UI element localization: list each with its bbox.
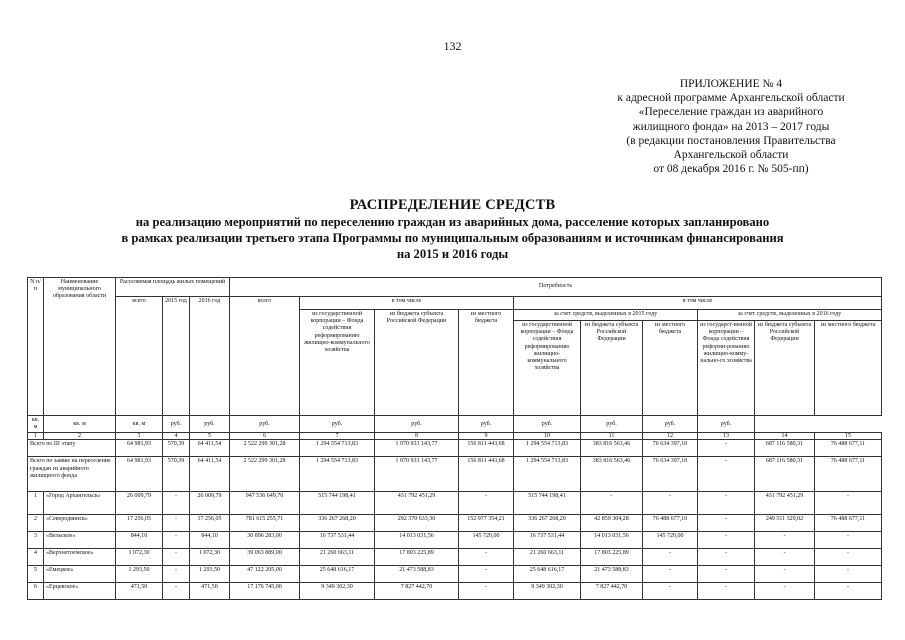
table-cell: 7 827 442,70 bbox=[581, 583, 643, 600]
table-row bbox=[28, 457, 882, 492]
table-cell: - bbox=[755, 549, 815, 566]
table-cell: 1 294 554 713,83 bbox=[514, 440, 581, 457]
header-area-group: Расселяемая площадь жилых помещений bbox=[116, 278, 230, 297]
table-cell: 844,10 bbox=[116, 532, 163, 549]
header-fund-2016: из государст-венной корпорации – Фонда содействия реформи-рованию жилищно-комму-нально-го хозяйства bbox=[698, 321, 755, 416]
annex-line: (в редакции постановления Правительства bbox=[626, 134, 836, 147]
table-cell: - bbox=[459, 583, 514, 600]
table-cell: 1 294 554 713,83 bbox=[514, 457, 581, 492]
table-cell: 14 013 031,56 bbox=[375, 532, 459, 549]
table-cell: 383 816 563,46 bbox=[581, 457, 643, 492]
title-main: РАСПРЕДЕЛЕНИЕ СРЕДСТВ bbox=[349, 197, 556, 213]
table-cell: 30 896 283,00 bbox=[230, 532, 300, 549]
table-cell: - bbox=[815, 583, 882, 600]
funding-table bbox=[27, 277, 882, 600]
table-row bbox=[28, 515, 882, 532]
table-cell: 76 488 677,11 bbox=[815, 440, 882, 457]
header-fund: из государственной корпорации – Фонда содействия реформированию жилищно-коммунального хозяйства bbox=[300, 310, 375, 416]
table-cell: «Северодвинск» bbox=[44, 515, 116, 532]
table-cell: 3 bbox=[28, 532, 44, 549]
table-cell: 47 122 205,00 bbox=[230, 566, 300, 583]
header-area-2015: 2015 год bbox=[163, 297, 190, 416]
column-number-cell: 1 bbox=[28, 433, 44, 440]
table-cell: 515 744 198,41 bbox=[300, 492, 375, 515]
table-cell: Всего по заявке на переселение граждан из аварийного жилищного фонда bbox=[28, 457, 116, 492]
annex-line: «Переселение граждан из аварийного bbox=[638, 106, 824, 119]
table-row bbox=[28, 492, 882, 515]
table-cell: 17 256,05 bbox=[116, 515, 163, 532]
unit-cell: руб. bbox=[514, 416, 581, 433]
header-area-total: всего bbox=[116, 297, 163, 416]
table-cell: 64 411,54 bbox=[190, 457, 230, 492]
table-cell: - bbox=[459, 549, 514, 566]
table-cell: - bbox=[698, 583, 755, 600]
table-cell: - bbox=[815, 549, 882, 566]
table-cell: 64 981,93 bbox=[116, 440, 163, 457]
table-cell: 9 349 302,30 bbox=[300, 583, 375, 600]
table-cell: 471,50 bbox=[116, 583, 163, 600]
title-sub-line: в рамках реализации третьего этапа Программы по муниципальным образованиям и источникам финансирования bbox=[121, 231, 784, 245]
column-number-cell: 7 bbox=[300, 433, 375, 440]
annex-line: к адресной программе Архангельской области bbox=[617, 92, 845, 105]
header-region: из бюджета субъекта Российской Федерации bbox=[375, 310, 459, 416]
title-sub-line: на 2015 и 2016 годы bbox=[396, 247, 509, 261]
table-cell: - bbox=[698, 549, 755, 566]
table-cell: 21 260 663,11 bbox=[300, 549, 375, 566]
table-cell: 17 803 225,89 bbox=[375, 549, 459, 566]
table-cell: - bbox=[643, 566, 698, 583]
table-cell: 76 488 677,11 bbox=[815, 457, 882, 492]
table-cell: - bbox=[815, 492, 882, 515]
table-cell: 471,50 bbox=[190, 583, 230, 600]
unit-cell: руб. bbox=[643, 416, 698, 433]
table-row bbox=[28, 532, 882, 549]
column-number-cell: 13 bbox=[698, 433, 755, 440]
unit-cell: руб. bbox=[698, 416, 755, 433]
table-cell: 26 009,79 bbox=[190, 492, 230, 515]
table-row bbox=[28, 549, 882, 566]
table-cell: 76 634 397,10 bbox=[643, 440, 698, 457]
table-cell: Всего по III этапу bbox=[28, 440, 116, 457]
column-number-cell: 14 bbox=[755, 433, 815, 440]
table-row bbox=[28, 440, 882, 457]
table-cell: 336 267 268,20 bbox=[514, 515, 581, 532]
unit-cell: кв. м bbox=[28, 416, 44, 433]
table-cell: 1 070 933 143,77 bbox=[375, 440, 459, 457]
unit-cell: руб. bbox=[163, 416, 190, 433]
unit-cell: руб. bbox=[459, 416, 514, 433]
table-cell: - bbox=[698, 532, 755, 549]
table-cell: 947 536 649,70 bbox=[230, 492, 300, 515]
unit-cell: руб. bbox=[190, 416, 230, 433]
table-cell: 17 256,05 bbox=[190, 515, 230, 532]
table-cell: 1 072,30 bbox=[190, 549, 230, 566]
header-local-2015: из местного бюджета bbox=[643, 321, 698, 416]
table-cell: 152 977 354,21 bbox=[459, 515, 514, 532]
document-title bbox=[0, 196, 905, 262]
table-cell: - bbox=[459, 566, 514, 583]
table-cell: - bbox=[643, 492, 698, 515]
table-row bbox=[28, 583, 882, 600]
table-cell: 25 648 616,17 bbox=[300, 566, 375, 583]
column-number-cell: 8 bbox=[375, 433, 459, 440]
table-cell: 1 293,50 bbox=[190, 566, 230, 583]
table-cell: - bbox=[755, 566, 815, 583]
header-y2015: за счет средств, выделенных в 2015 году bbox=[514, 310, 698, 321]
table-cell: - bbox=[643, 583, 698, 600]
table-cell: 39 063 889,00 bbox=[230, 549, 300, 566]
annex-line: Архангельской области bbox=[673, 149, 789, 162]
table-cell: 4 bbox=[28, 549, 44, 566]
header-local: из местного бюджета bbox=[459, 310, 514, 416]
column-number-cell: 6 bbox=[230, 433, 300, 440]
table-cell: 17 176 745,00 bbox=[230, 583, 300, 600]
table-cell: 2 bbox=[28, 515, 44, 532]
table-cell: «Верхнетоемское» bbox=[44, 549, 116, 566]
table-cell: - bbox=[815, 532, 882, 549]
table-cell: - bbox=[698, 440, 755, 457]
table-cell: 76 488 677,10 bbox=[643, 515, 698, 532]
table-cell: 2 522 299 301,28 bbox=[230, 440, 300, 457]
column-number-cell: 4 bbox=[163, 433, 190, 440]
table-cell: 2 522 299 301,28 bbox=[230, 457, 300, 492]
header-area-2016: 2016 год bbox=[190, 297, 230, 416]
table-cell: - bbox=[163, 566, 190, 583]
table-cell: - bbox=[755, 583, 815, 600]
units-row bbox=[28, 416, 882, 433]
header-incl: в том числе bbox=[300, 297, 514, 310]
table-cell: - bbox=[163, 549, 190, 566]
table-cell: 292 370 633,30 bbox=[375, 515, 459, 532]
table-cell: 570,39 bbox=[163, 457, 190, 492]
table-cell: 21 260 663,11 bbox=[514, 549, 581, 566]
table-cell: 76 488 677,11 bbox=[815, 515, 882, 532]
table-cell: 156 811 443,68 bbox=[459, 457, 514, 492]
table-cell: - bbox=[459, 492, 514, 515]
unit-cell: руб. bbox=[230, 416, 300, 433]
table-cell: 42 859 304,28 bbox=[581, 515, 643, 532]
unit-cell: руб. bbox=[581, 416, 643, 433]
header-local-2016: из местного бюджета bbox=[815, 321, 882, 416]
table-cell: - bbox=[698, 515, 755, 532]
table-cell: 145 720,00 bbox=[459, 532, 514, 549]
header-y2016: за счет средств, выделенных в 2016 году bbox=[698, 310, 882, 321]
table-cell: 6 bbox=[28, 583, 44, 600]
table-cell: «Емецкое» bbox=[44, 566, 116, 583]
column-number-cell: 3 bbox=[116, 433, 163, 440]
unit-cell: кв. м bbox=[44, 416, 116, 433]
header-municipality: Наименование муниципального образования области bbox=[44, 278, 116, 416]
column-number-cell: 2 bbox=[44, 433, 116, 440]
table-cell: 1 294 554 713,83 bbox=[300, 457, 375, 492]
table-cell: 64 411,54 bbox=[190, 440, 230, 457]
annex-block bbox=[590, 77, 872, 176]
unit-cell: руб. bbox=[300, 416, 375, 433]
table-cell: 687 116 580,31 bbox=[755, 457, 815, 492]
table-cell: 383 816 563,46 bbox=[581, 440, 643, 457]
table-cell: 76 634 397,10 bbox=[643, 457, 698, 492]
column-numbers-row bbox=[28, 433, 882, 440]
table-cell: «Ерцевское» bbox=[44, 583, 116, 600]
table-cell: 21 473 588,83 bbox=[581, 566, 643, 583]
table-cell: 9 349 302,30 bbox=[514, 583, 581, 600]
table-cell: 145 720,00 bbox=[643, 532, 698, 549]
table-cell: 431 792 451,29 bbox=[375, 492, 459, 515]
table-cell: 249 511 329,02 bbox=[755, 515, 815, 532]
table-cell: 1 293,50 bbox=[116, 566, 163, 583]
header-need-total: всего bbox=[230, 297, 300, 416]
header-fund-2015: из государственной корпорации – Фонда содействия реформированию жилищно-коммунального хозяйства bbox=[514, 321, 581, 416]
column-number-cell: 15 bbox=[815, 433, 882, 440]
table-cell: 844,10 bbox=[190, 532, 230, 549]
header-num: N п/п bbox=[28, 278, 44, 416]
unit-cell: руб. bbox=[375, 416, 459, 433]
annex-line: от 08 декабря 2016 г. № 505-пп) bbox=[653, 163, 809, 176]
table-row bbox=[28, 566, 882, 583]
annex-title: ПРИЛОЖЕНИЕ № 4 bbox=[679, 78, 783, 90]
table-cell: 25 648 616,17 bbox=[514, 566, 581, 583]
table-cell: 1 294 554 713,83 bbox=[300, 440, 375, 457]
table-cell: 431 792 451,29 bbox=[755, 492, 815, 515]
column-number-cell: 10 bbox=[514, 433, 581, 440]
table-cell: «Вельское» bbox=[44, 532, 116, 549]
page-number: 132 bbox=[443, 39, 462, 53]
table-cell: 5 bbox=[28, 566, 44, 583]
table-cell: 336 267 268,20 bbox=[300, 515, 375, 532]
table-cell: 1 072,30 bbox=[116, 549, 163, 566]
table-cell: 16 737 531,44 bbox=[300, 532, 375, 549]
column-number-cell: 11 bbox=[581, 433, 643, 440]
table-cell: - bbox=[163, 492, 190, 515]
table-cell: 26 009,79 bbox=[116, 492, 163, 515]
table-cell: - bbox=[698, 457, 755, 492]
table-cell: - bbox=[815, 566, 882, 583]
table-cell: - bbox=[581, 492, 643, 515]
column-number-cell: 12 bbox=[643, 433, 698, 440]
column-number-cell: 5 bbox=[190, 433, 230, 440]
table-cell: 21 473 588,83 bbox=[375, 566, 459, 583]
column-number-cell: 9 bbox=[459, 433, 514, 440]
table-cell: 687 116 580,31 bbox=[755, 440, 815, 457]
annex-line: жилищного фонда» на 2013 – 2017 годы bbox=[632, 120, 830, 133]
table-cell: 16 737 531,44 bbox=[514, 532, 581, 549]
table-cell: «Город Архангельск» bbox=[44, 492, 116, 515]
table-cell: - bbox=[163, 532, 190, 549]
table-cell: - bbox=[755, 532, 815, 549]
table-cell: - bbox=[163, 515, 190, 532]
table-cell: 7 827 442,70 bbox=[375, 583, 459, 600]
table-cell: 781 615 255,71 bbox=[230, 515, 300, 532]
unit-cell: кв. м bbox=[116, 416, 163, 433]
table-cell: - bbox=[163, 583, 190, 600]
title-sub-line: на реализацию мероприятий по переселению граждан из аварийных дома, расселение которых запланировано bbox=[135, 215, 770, 229]
table-cell: - bbox=[698, 566, 755, 583]
table-cell: 64 981,93 bbox=[116, 457, 163, 492]
table-cell: 14 013 031,56 bbox=[581, 532, 643, 549]
header-need: Потребность bbox=[230, 278, 882, 297]
table-cell: 17 803 225,89 bbox=[581, 549, 643, 566]
table-cell: 515 744 198,41 bbox=[514, 492, 581, 515]
table-cell: 156 811 443,68 bbox=[459, 440, 514, 457]
header-region-2015: из бюджета субъекта Российской Федерации bbox=[581, 321, 643, 416]
table-cell: 570,39 bbox=[163, 440, 190, 457]
header-incl-2: в том числе bbox=[514, 297, 882, 310]
table-cell: 1 070 933 143,77 bbox=[375, 457, 459, 492]
table-cell: - bbox=[643, 549, 698, 566]
table-cell: - bbox=[698, 492, 755, 515]
table-cell: 1 bbox=[28, 492, 44, 515]
header-region-2016: из бюджета субъекта Российской Федерации bbox=[755, 321, 815, 416]
